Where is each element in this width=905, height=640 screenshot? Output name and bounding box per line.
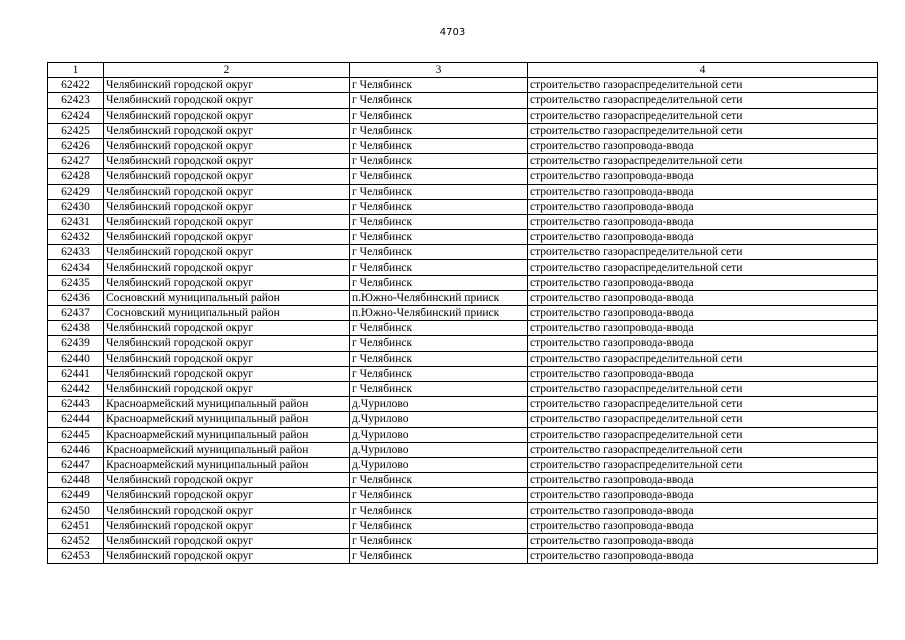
cell-work-type: строительство газораспределительной сети (528, 381, 878, 396)
cell-settlement: д.Чурилово (350, 412, 528, 427)
cell-work-type: строительство газораспределительной сети (528, 412, 878, 427)
cell-settlement: г Челябинск (350, 199, 528, 214)
cell-number: 62433 (48, 245, 104, 260)
cell-work-type: строительство газораспределительной сети (528, 442, 878, 457)
cell-municipality: Челябинский городской округ (104, 488, 350, 503)
cell-number: 62423 (48, 93, 104, 108)
cell-work-type: строительство газопровода-ввода (528, 321, 878, 336)
cell-municipality: Челябинский городской округ (104, 108, 350, 123)
cell-settlement: г Челябинск (350, 230, 528, 245)
cell-municipality: Челябинский городской округ (104, 549, 350, 564)
cell-number: 62445 (48, 427, 104, 442)
cell-settlement: д.Чурилово (350, 442, 528, 457)
header-col-2: 2 (104, 63, 350, 78)
cell-work-type: строительство газопровода-ввода (528, 199, 878, 214)
cell-settlement: г Челябинск (350, 245, 528, 260)
cell-number: 62426 (48, 138, 104, 153)
table-row (48, 533, 878, 548)
cell-municipality: Челябинский городской округ (104, 154, 350, 169)
cell-work-type: строительство газораспределительной сети (528, 154, 878, 169)
table-row (48, 503, 878, 518)
cell-number: 62440 (48, 351, 104, 366)
cell-work-type: строительство газопровода-ввода (528, 230, 878, 245)
cell-municipality: Красноармейский муниципальный район (104, 412, 350, 427)
cell-settlement: д.Чурилово (350, 457, 528, 472)
table-row (48, 230, 878, 245)
cell-number: 62453 (48, 549, 104, 564)
table-row (48, 518, 878, 533)
cell-work-type: строительство газопровода-ввода (528, 533, 878, 548)
table-row (48, 260, 878, 275)
table-row (48, 214, 878, 229)
table-row (48, 290, 878, 305)
cell-work-type: строительство газопровода-ввода (528, 306, 878, 321)
cell-settlement: г Челябинск (350, 93, 528, 108)
cell-municipality: Челябинский городской округ (104, 381, 350, 396)
cell-municipality: Челябинский городской округ (104, 123, 350, 138)
cell-work-type: строительство газопровода-ввода (528, 275, 878, 290)
cell-number: 62422 (48, 78, 104, 93)
cell-settlement: г Челябинск (350, 123, 528, 138)
cell-number: 62430 (48, 199, 104, 214)
cell-work-type: строительство газораспределительной сети (528, 260, 878, 275)
table-row (48, 442, 878, 457)
cell-number: 62436 (48, 290, 104, 305)
table-row (48, 366, 878, 381)
cell-number: 62448 (48, 473, 104, 488)
cell-settlement: г Челябинск (350, 108, 528, 123)
table-row (48, 473, 878, 488)
cell-settlement: г Челябинск (350, 503, 528, 518)
cell-number: 62449 (48, 488, 104, 503)
cell-municipality: Челябинский городской округ (104, 275, 350, 290)
header-col-1: 1 (48, 63, 104, 78)
cell-work-type: строительство газопровода-ввода (528, 488, 878, 503)
cell-settlement: д.Чурилово (350, 397, 528, 412)
table-row (48, 336, 878, 351)
table-row (48, 381, 878, 396)
cell-municipality: Красноармейский муниципальный район (104, 427, 350, 442)
cell-number: 62432 (48, 230, 104, 245)
table-row (48, 93, 878, 108)
cell-settlement: д.Чурилово (350, 427, 528, 442)
cell-settlement: г Челябинск (350, 381, 528, 396)
registry-table (47, 62, 878, 564)
table-row (48, 108, 878, 123)
cell-number: 62447 (48, 457, 104, 472)
cell-municipality: Челябинский городской округ (104, 199, 350, 214)
cell-settlement: г Челябинск (350, 336, 528, 351)
cell-number: 62438 (48, 321, 104, 336)
cell-number: 62446 (48, 442, 104, 457)
cell-municipality: Челябинский городской округ (104, 518, 350, 533)
cell-settlement: г Челябинск (350, 488, 528, 503)
cell-work-type: строительство газопровода-ввода (528, 549, 878, 564)
cell-municipality: Челябинский городской округ (104, 336, 350, 351)
cell-work-type: строительство газопровода-ввода (528, 290, 878, 305)
table-row (48, 138, 878, 153)
cell-settlement: г Челябинск (350, 154, 528, 169)
cell-work-type: строительство газопровода-ввода (528, 336, 878, 351)
cell-work-type: строительство газораспределительной сети (528, 351, 878, 366)
cell-settlement: г Челябинск (350, 78, 528, 93)
table-row (48, 245, 878, 260)
table-row (48, 306, 878, 321)
cell-work-type: строительство газопровода-ввода (528, 473, 878, 488)
cell-number: 62451 (48, 518, 104, 533)
table-body (48, 78, 878, 564)
cell-municipality: Сосновский муниципальный район (104, 306, 350, 321)
cell-municipality: Челябинский городской округ (104, 245, 350, 260)
table-row (48, 351, 878, 366)
cell-settlement: г Челябинск (350, 518, 528, 533)
cell-settlement: г Челябинск (350, 549, 528, 564)
table-row (48, 123, 878, 138)
cell-work-type: строительство газопровода-ввода (528, 138, 878, 153)
cell-municipality: Челябинский городской округ (104, 184, 350, 199)
cell-number: 62441 (48, 366, 104, 381)
cell-number: 62443 (48, 397, 104, 412)
cell-work-type: строительство газораспределительной сети (528, 397, 878, 412)
table-row (48, 78, 878, 93)
table-row (48, 549, 878, 564)
cell-work-type: строительство газопровода-ввода (528, 214, 878, 229)
table-row (48, 397, 878, 412)
cell-work-type: строительство газопровода-ввода (528, 184, 878, 199)
cell-work-type: строительство газопровода-ввода (528, 366, 878, 381)
cell-work-type: строительство газораспределительной сети (528, 78, 878, 93)
cell-work-type: строительство газораспределительной сети (528, 427, 878, 442)
header-col-4: 4 (528, 63, 878, 78)
cell-settlement: г Челябинск (350, 214, 528, 229)
cell-municipality: Челябинский городской округ (104, 93, 350, 108)
table-row (48, 457, 878, 472)
cell-settlement: г Челябинск (350, 366, 528, 381)
cell-settlement: г Челябинск (350, 533, 528, 548)
table-row (48, 427, 878, 442)
cell-number: 62434 (48, 260, 104, 275)
table-row (48, 275, 878, 290)
cell-municipality: Челябинский городской округ (104, 351, 350, 366)
cell-municipality: Красноармейский муниципальный район (104, 457, 350, 472)
cell-municipality: Челябинский городской округ (104, 230, 350, 245)
table-row (48, 321, 878, 336)
cell-number: 62424 (48, 108, 104, 123)
cell-work-type: строительство газораспределительной сети (528, 123, 878, 138)
table-header (48, 63, 878, 78)
cell-municipality: Челябинский городской округ (104, 503, 350, 518)
cell-work-type: строительство газопровода-ввода (528, 503, 878, 518)
table-row (48, 488, 878, 503)
cell-number: 62425 (48, 123, 104, 138)
cell-settlement: г Челябинск (350, 321, 528, 336)
table-row (48, 184, 878, 199)
cell-work-type: строительство газораспределительной сети (528, 93, 878, 108)
page-number: 4703 (439, 27, 466, 38)
cell-settlement: г Челябинск (350, 169, 528, 184)
cell-settlement: п.Южно-Челябинский прииск (350, 306, 528, 321)
cell-settlement: г Челябинск (350, 275, 528, 290)
cell-work-type: строительство газораспределительной сети (528, 245, 878, 260)
cell-municipality: Челябинский городской округ (104, 260, 350, 275)
table-row (48, 169, 878, 184)
cell-work-type: строительство газопровода-ввода (528, 169, 878, 184)
cell-settlement: г Челябинск (350, 260, 528, 275)
cell-number: 62444 (48, 412, 104, 427)
cell-number: 62431 (48, 214, 104, 229)
cell-municipality: Челябинский городской округ (104, 138, 350, 153)
cell-number: 62439 (48, 336, 104, 351)
cell-municipality: Челябинский городской округ (104, 321, 350, 336)
cell-municipality: Челябинский городской округ (104, 169, 350, 184)
cell-settlement: г Челябинск (350, 351, 528, 366)
cell-municipality: Красноармейский муниципальный район (104, 397, 350, 412)
cell-municipality: Челябинский городской округ (104, 533, 350, 548)
table-row (48, 154, 878, 169)
header-row (48, 63, 878, 78)
cell-number: 62429 (48, 184, 104, 199)
cell-number: 62442 (48, 381, 104, 396)
table-row (48, 199, 878, 214)
cell-work-type: строительство газораспределительной сети (528, 108, 878, 123)
cell-settlement: г Челябинск (350, 138, 528, 153)
cell-municipality: Челябинский городской округ (104, 366, 350, 381)
cell-number: 62450 (48, 503, 104, 518)
cell-work-type: строительство газораспределительной сети (528, 457, 878, 472)
cell-number: 62435 (48, 275, 104, 290)
table-row (48, 412, 878, 427)
cell-settlement: г Челябинск (350, 184, 528, 199)
cell-number: 62427 (48, 154, 104, 169)
cell-work-type: строительство газопровода-ввода (528, 518, 878, 533)
cell-municipality: Челябинский городской округ (104, 214, 350, 229)
cell-number: 62428 (48, 169, 104, 184)
cell-municipality: Сосновский муниципальный район (104, 290, 350, 305)
cell-municipality: Челябинский городской округ (104, 78, 350, 93)
cell-municipality: Красноармейский муниципальный район (104, 442, 350, 457)
cell-settlement: п.Южно-Челябинский прииск (350, 290, 528, 305)
cell-number: 62437 (48, 306, 104, 321)
header-col-3: 3 (350, 63, 528, 78)
cell-municipality: Челябинский городской округ (104, 473, 350, 488)
cell-number: 62452 (48, 533, 104, 548)
cell-settlement: г Челябинск (350, 473, 528, 488)
